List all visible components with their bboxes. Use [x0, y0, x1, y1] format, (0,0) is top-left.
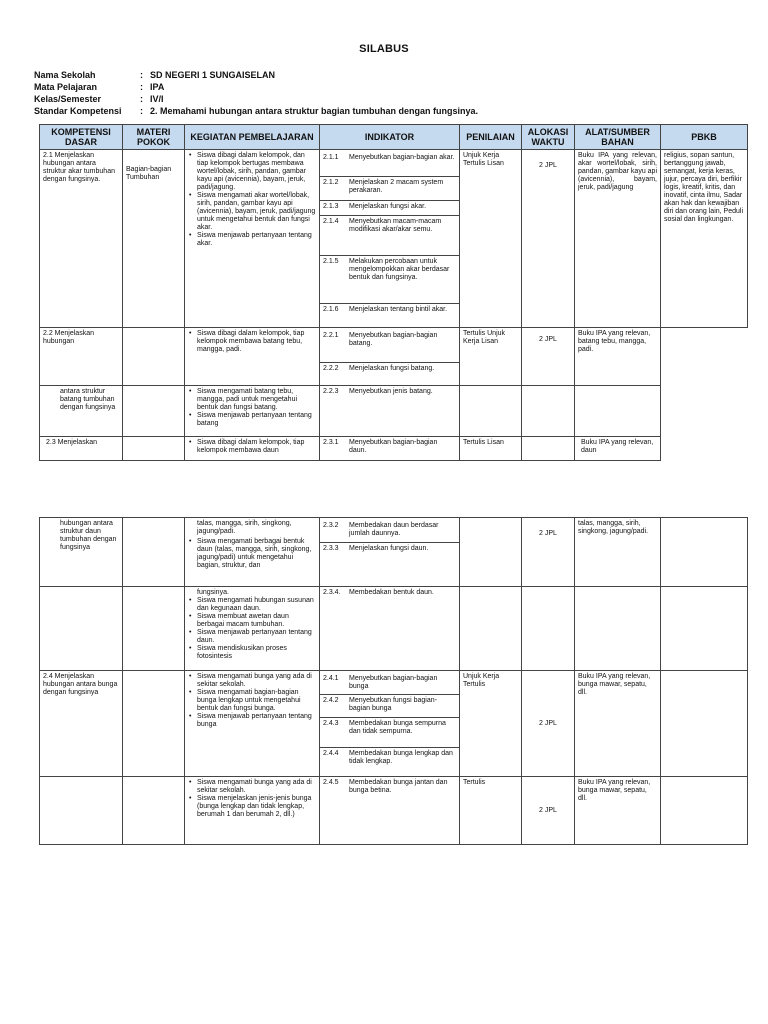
list-item: • Siswa mendiskusikan proses fotosintesis — [188, 645, 316, 661]
table-row — [40, 671, 748, 777]
header-alokasi: ALOKASI WAKTU — [522, 125, 575, 150]
materi-cell — [123, 386, 185, 437]
alat-cell — [575, 587, 661, 671]
indikator-cell: 2.3.1 Menyebutkan bagian-bagian daun. — [320, 437, 460, 461]
syllabus-table-part-1 — [39, 124, 748, 461]
kd-cell: hubungan antara struktur daun tumbuhan dengan fungsinya — [40, 518, 123, 587]
table-row — [40, 587, 748, 671]
header-materi: MATERI POKOK — [123, 125, 185, 150]
meta-competency-row: Standar Kompetensi : 2. Memahami hubungan antara struktur bagian tumbuhan dengan fungsinya. — [34, 106, 479, 116]
header-pbkb: PBKB — [661, 125, 748, 150]
kd-cell: 2.4 Menjelaskan hubungan antara bunga dengan fungsinya — [40, 671, 123, 777]
alat-cell: Buku IPA yang relevan, bunga mawar, sepatu, dll. — [575, 777, 661, 845]
alat-cell — [575, 386, 661, 437]
penilaian-cell: Unjuk Kerja Tertulis Lisan — [460, 150, 522, 328]
list-item: • Siswa mengamati hubungan susunan dan kegunaan daun. — [188, 597, 316, 613]
waktu-cell — [522, 437, 575, 461]
header-kegiatan: KEGIATAN PEMBELAJARAN — [185, 125, 320, 150]
kd-cell: 2.3 Menjelaskan — [40, 437, 123, 461]
materi-cell — [123, 587, 185, 671]
pbkb-cell — [661, 587, 748, 671]
pbkb-cell — [661, 671, 748, 777]
table-row — [40, 150, 748, 328]
indikator-cell: 2.2.1 Menyebutkan bagian-bagian batang. 2.2.2 Menjelaskan fungsi batang. — [320, 328, 460, 386]
header-alat: ALAT/SUMBER BAHAN — [575, 125, 661, 150]
list-item: • Siswa menjawab pertanyaan tentang akar. — [188, 232, 316, 248]
table-header-row — [40, 125, 748, 150]
alat-cell: talas, mangga, sirih, singkong, jagung/padi. — [575, 518, 661, 587]
indikator-cell: 2.2.3 Menyebutkan jenis batang. — [320, 386, 460, 437]
kegiatan-cell — [185, 386, 320, 437]
list-item: • Siswa mengamati bagian-bagian bunga lengkap untuk mengetahui bentuk dan fungsi bunga. — [188, 689, 316, 713]
alat-cell: Buku IPA yang relevan, bunga mawar, sepatu, dll. — [575, 671, 661, 777]
materi-cell — [123, 518, 185, 587]
pbkb-cell — [661, 328, 748, 386]
alat-cell: Buku IPA yang relevan, daun — [575, 437, 661, 461]
kd-cell: 2.1 Menjelaskan hubungan antara struktur akar tumbuhan dengan fungsinya. — [40, 150, 123, 328]
waktu-cell: 2 JPL — [522, 671, 575, 777]
kd-cell — [40, 777, 123, 845]
kegiatan-cell: fungsinya. • Siswa mengamati hubungan susunan dan kegunaan daun. • Siswa membuat awetan daun berbagai macam tumbuhan. • Siswa menjawab pertanyaan tentang daun. • Siswa mendiskusikan proses fotosintesis — [185, 587, 320, 671]
waktu-cell: 2 JPL — [522, 777, 575, 845]
list-item: • Siswa dibagi dalam kelompok, dan tiap kelompok bertugas membawa wortel/lobak, sirih, pandan, gambar kayu api (avicennia), bayam, jeruk, padi/jagung. — [188, 152, 316, 192]
list-item: • Siswa menjawab pertanyaan tentang batang — [188, 412, 316, 428]
table-row — [40, 437, 748, 461]
kegiatan-cell — [185, 328, 320, 386]
materi-cell — [123, 328, 185, 386]
pbkb-cell — [661, 518, 748, 587]
penilaian-cell: Unjuk Kerja Tertulis — [460, 671, 522, 777]
penilaian-cell: Tertulis Lisan — [460, 437, 522, 461]
indikator-cell: 2.3.2 Membedakan daun berdasar jumlah daunnya. 2.3.3 Menjelaskan fungsi daun. — [320, 518, 460, 587]
kegiatan-cell — [185, 671, 320, 777]
indikator-cell: 2.3.4. Membedakan bentuk daun. — [320, 587, 460, 671]
list-item: • Siswa mengamati bunga yang ada di sekitar sekolah. — [188, 673, 316, 689]
table-row — [40, 518, 748, 587]
header-penilaian: PENILAIAN — [460, 125, 522, 150]
meta-school-row: Nama Sekolah : SD NEGERI 1 SUNGAISELAN — [34, 70, 276, 80]
waktu-cell: 2 JPL — [522, 150, 575, 328]
pbkb-cell: religius, sopan santun, bertanggung jawab, semangat, kerja keras, jujur, percaya diri, berfikir logis, kreatif, kritis, dan inovatif, cinta ilmu, Sadar akan hak dan kewajiban diri dan orang lain, Peduli sosial dan lingkungan. — [661, 150, 748, 328]
kd-cell: antara struktur batang tumbuhan dengan fungsinya — [40, 386, 123, 437]
table-row — [40, 777, 748, 845]
indikator-cell: 2.4.5 Membedakan bunga jantan dan bunga betina. — [320, 777, 460, 845]
table-row — [40, 386, 748, 437]
penilaian-cell — [460, 587, 522, 671]
list-item: • Siswa menjawab pertanyaan tentang bunga — [188, 713, 316, 729]
list-item: • Siswa membuat awetan daun berbagai macam tumbuhan. — [188, 613, 316, 629]
materi-cell — [123, 437, 185, 461]
header-indikator: INDIKATOR — [320, 125, 460, 150]
alat-cell: Buku IPA yang relevan, akar wortel/lobak, sirih, pandan, gambar kayu api (avicennia), bayam, jeruk, padi/jagung — [575, 150, 661, 328]
kd-cell — [40, 587, 123, 671]
penilaian-cell: Tertulis — [460, 777, 522, 845]
materi-cell: Bagian-bagian Tumbuhan — [123, 150, 185, 328]
meta-subject-row: Mata Pelajaran : IPA — [34, 82, 165, 92]
meta-class-row: Kelas/Semester : IV/I — [34, 94, 164, 104]
list-item: • Siswa mengamati batang tebu, mangga, padi untuk mengetahui bentuk dan fungsi batang. — [188, 388, 316, 412]
pbkb-cell — [661, 777, 748, 845]
penilaian-cell — [460, 518, 522, 587]
document-meta — [34, 69, 478, 117]
kegiatan-cell — [185, 437, 320, 461]
waktu-cell — [522, 386, 575, 437]
list-item: • Siswa dibagi dalam kelompok, tiap kelompok membawa batang tebu, mangga, padi. — [188, 330, 316, 354]
indikator-cell: 2.4.1 Menyebutkan bagian-bagian bunga 2.4.2 Menyebutkan fungsi bagian-bagian bunga 2.4.3 Membedakan bunga sempurna dan tidak sempurna. 2.4.4 Membedakan bunga lengkap dan tidak lengkap. — [320, 671, 460, 777]
kd-cell: 2.2 Menjelaskan hubungan — [40, 328, 123, 386]
waktu-cell: 2 JPL — [522, 328, 575, 386]
materi-cell — [123, 777, 185, 845]
waktu-cell — [522, 587, 575, 671]
header-kompetensi: KOMPETENSI DASAR — [40, 125, 123, 150]
document-title: SILABUS — [359, 43, 409, 55]
materi-cell — [123, 671, 185, 777]
kegiatan-cell: talas, mangga, sirih, singkong, jagung/padi. • Siswa mengamati berbagai bentuk daun (talas, mangga, sirih, singkong, jagung/padi) untuk mengetahui bagian, struktur, dan — [185, 518, 320, 587]
syllabus-table-part-2 — [39, 517, 748, 845]
penilaian-cell — [460, 386, 522, 437]
list-item: • Siswa menjawab pertanyaan tentang daun. — [188, 629, 316, 645]
pbkb-cell — [661, 437, 748, 461]
table-row — [40, 328, 748, 386]
list-item: • Siswa mengamati bunga yang ada di sekitar sekolah. — [188, 779, 316, 795]
alat-cell: Buku IPA yang relevan, batang tebu, mangga, padi. — [575, 328, 661, 386]
kegiatan-cell — [185, 150, 320, 328]
list-item: • Siswa menjelaskan jenis-jenis bunga (bunga lengkap dan tidak lengkap, berumah 1 dan berumah 2, dll.) — [188, 795, 316, 819]
indikator-cell: 2.1.1 Menyebutkan bagian-bagian akar. 2.1.2 Menjelaskan 2 macam system perakaran. 2.1.3 Menjelaskan fungsi akar. 2.1.4 Menyebutkan macam-macam modifikasi akar/akar semu. 2.1.5 Melakukan percobaan untuk mengelompokkan akar berdasar bentuk dan fungsinya. 2.1.6 Menjelaskan tentang bintil akar. — [320, 150, 460, 328]
penilaian-cell: Tertulis Unjuk Kerja Lisan — [460, 328, 522, 386]
list-item: • Siswa mengamati berbagai bentuk daun (talas, mangga, sirih, singkong, jagung/padi) untuk mengetahui bagian, struktur, dan — [188, 538, 316, 570]
waktu-cell: 2 JPL — [522, 518, 575, 587]
list-item: • Siswa dibagi dalam kelompok, tiap kelompok membawa daun — [188, 439, 316, 455]
kegiatan-cell — [185, 777, 320, 845]
list-item: • Siswa mengamati akar wortel/lobak, sirih, pandan, gambar kayu api (avicennia), bayam, jeruk, padi/jagung untuk mengetahui bentuk dan fungsi akar. — [188, 192, 316, 232]
pbkb-cell — [661, 386, 748, 437]
